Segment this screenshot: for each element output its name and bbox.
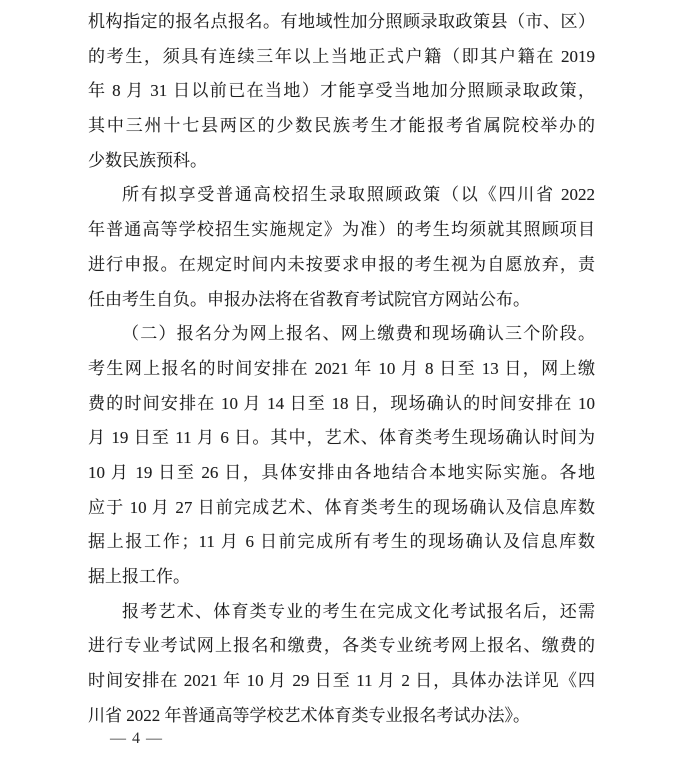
- text-line: 时间安排在 2021 年 10 月 29 日至 11 月 2 日，具体办法详见《四: [88, 671, 595, 691]
- text-line: 的考生，须具有连续三年以上当地正式户籍（即其户籍在 2019: [88, 46, 595, 66]
- paragraph: [88, 317, 595, 595]
- text-line: 其中三州十七县两区的少数民族考生才能报考省属院校举办的: [88, 116, 595, 136]
- text-line: 少数民族预科。: [88, 150, 207, 170]
- text-line: 任由考生自负。申报办法将在省教育考试院官方网站公布。: [88, 289, 530, 309]
- text-line: 据上报工作；11 月 6 日前完成所有考生的现场确认及信息库数: [88, 532, 595, 552]
- text-line: 年普通高等学校招生实施规定》为准）的考生均须就其照顾项目: [88, 220, 595, 240]
- text-line: 应于 10 月 27 日前完成艺术、体育类考生的现场确认及信息库数: [88, 497, 595, 517]
- text-line: 年 8 月 31 日以前已在当地）才能享受当地加分照顾录取政策，: [88, 81, 595, 101]
- paragraph: [88, 178, 595, 317]
- page-footer: [110, 727, 163, 751]
- text-line: 川省 2022 年普通高等学校艺术体育类专业报名考试办法》。: [88, 705, 530, 725]
- text-line: 所有拟享受普通高校招生录取照顾政策（以《四川省 2022: [122, 185, 595, 205]
- text-line: 进行申报。在规定时间内未按要求申报的考生视为自愿放弃，责: [88, 254, 595, 274]
- text-line: 费的时间安排在 10 月 14 日至 18 日，现场确认的时间安排在 10: [88, 393, 595, 413]
- text-line: 10 月 19 日至 26 日，具体安排由各地结合本地实际实施。各地: [88, 462, 595, 482]
- text-line: 据上报工作。: [88, 567, 190, 586]
- paragraph: [88, 595, 595, 734]
- text-line: 月 19 日至 11 月 6 日。其中，艺术、体育类考生现场确认时间为: [88, 428, 595, 448]
- text-line: （二）报名分为网上报名、网上缴费和现场确认三个阶段。: [122, 324, 595, 344]
- text-line: 机构指定的报名点报名。有地域性加分照顾录取政策县（市、区）: [88, 12, 595, 31]
- page-number: — 4 —: [110, 730, 163, 747]
- text-line: 进行专业考试网上报名和缴费，各类专业统考网上报名、缴费的: [88, 636, 595, 656]
- text-line: 考生网上报名的时间安排在 2021 年 10 月 8 日至 13 日，网上缴: [88, 358, 595, 378]
- document-body: [88, 5, 595, 733]
- text-line: 报考艺术、体育类专业的考生在完成文化考试报名后，还需: [122, 601, 595, 621]
- paragraph: [88, 5, 595, 178]
